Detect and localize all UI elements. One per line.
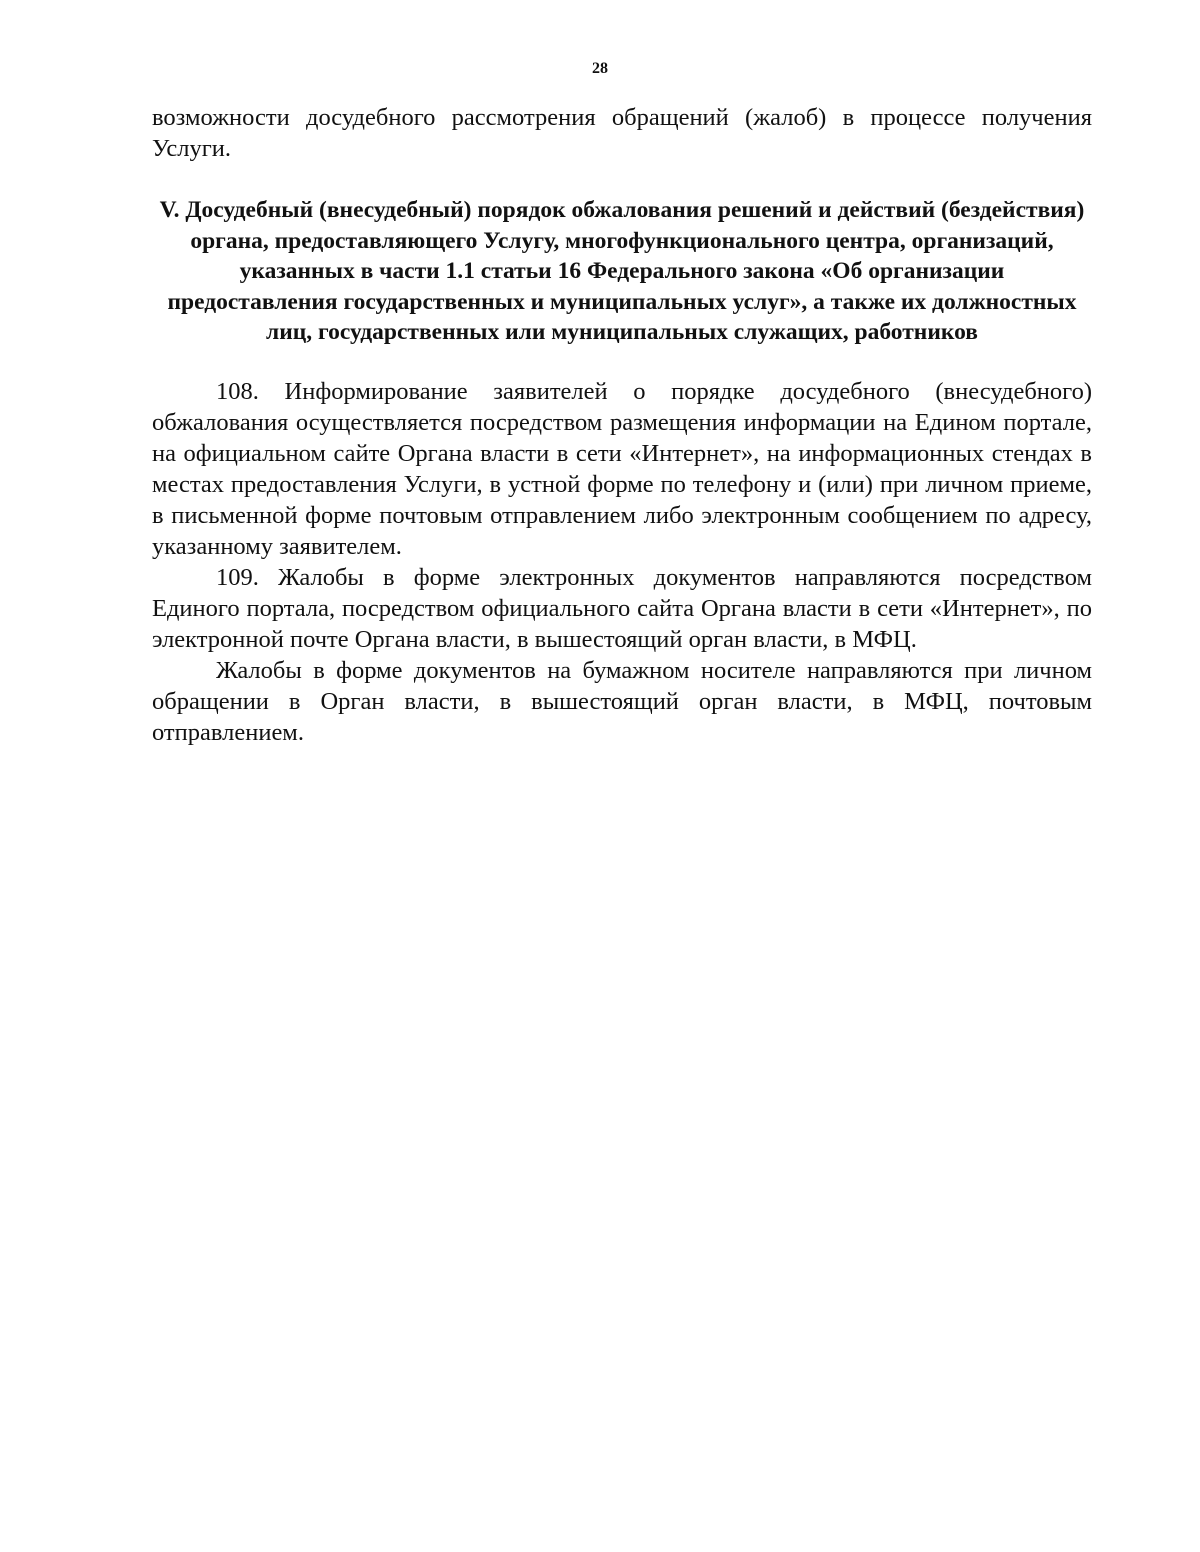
section-heading: V. Досудебный (внесудебный) порядок обжалования решений и действий (бездействия) органа, предоставляющего Услугу, многофункционального центра, организаций, указанных в части 1.1 статьи 16 Федерального закона «Об организации предоставления государственных и муниципальных услуг», а также их должностных лиц, государственных или муниципальных служащих, работников — [159, 197, 1085, 345]
paragraph-109: 109. Жалобы в форме электронных документов направляются посредством Единого портала, посредством официального сайта Органа власти в сети «Интернет», по электронной почте Органа власти, в вышестоящий орган власти, в МФЦ. — [152, 563, 1092, 653]
page-number: 28 — [592, 60, 608, 77]
paragraph-109-paper: Жалобы в форме документов на бумажном носителе направляются при личном обращении в Орган власти, в вышестоящий орган власти, в МФЦ, почтовым отправлением. — [152, 656, 1092, 746]
paragraph-108: 108. Информирование заявителей о порядке досудебного (внесудебного) обжалования осуществляется посредством размещения информации на Едином портале, на официальном сайте Органа власти в сети «Интернет», на информационных стендах в местах предоставления Услуги, в устной форме по телефону и (или) при личном приеме, в письменной форме почтовым отправлением либо электронным сообщением по адресу, указанному заявителем. — [152, 377, 1092, 560]
document-body — [152, 102, 1092, 748]
intro-paragraph: возможности досудебного рассмотрения обращений (жалоб) в процессе получения Услуги. — [152, 104, 1092, 162]
